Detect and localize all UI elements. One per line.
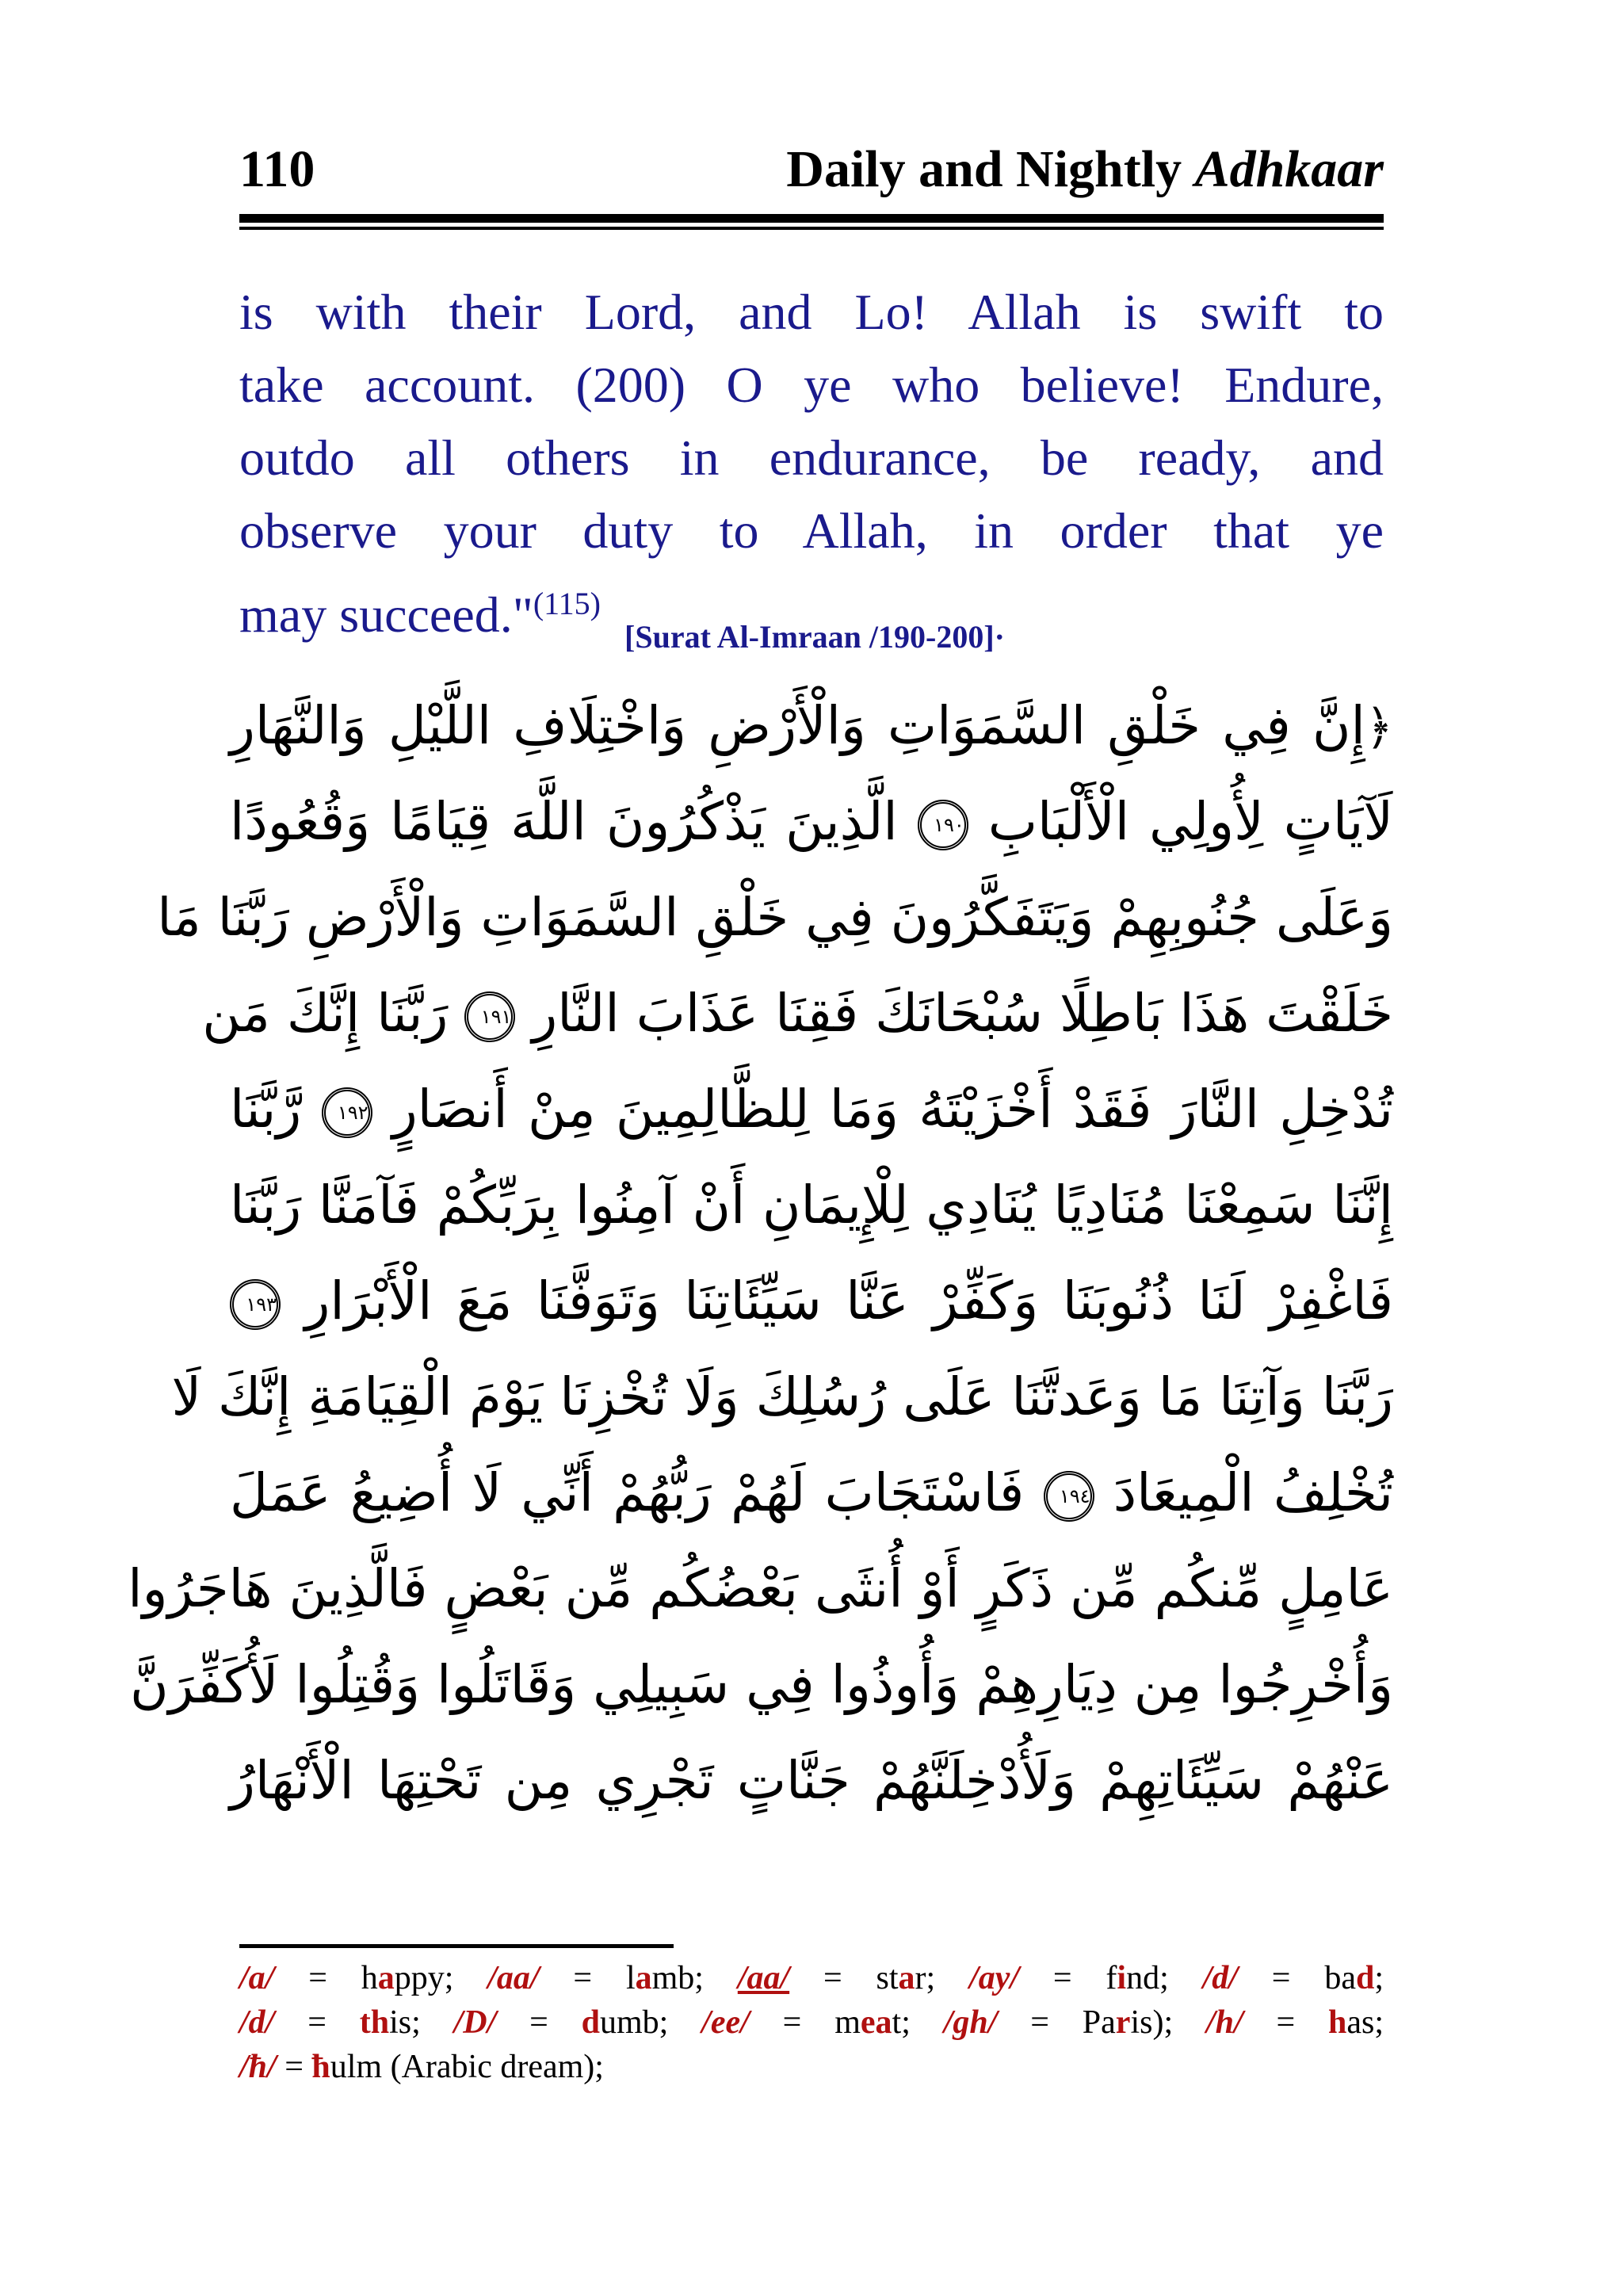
translation-line: take account. (200) O ye who believe! Endure, (239, 357, 1384, 413)
key-entry (1203, 1960, 1384, 1996)
key-word-end: r; (915, 1960, 936, 1996)
page-header (239, 140, 1384, 208)
key-symbol: /d/ (1202, 1960, 1238, 1996)
arabic-line: وَعَلَى جُنُوبِهِمْ وَيَتَفَكَّرُونَ فِي خَلْقِ السَّمَوَاتِ وَالْأَرْضِ رَبَّنَا مَا (157, 887, 1393, 948)
header-rule-thin (239, 227, 1384, 230)
key-word-start: h (361, 1960, 378, 1996)
arabic-line (230, 1061, 1393, 1157)
transliteration-key (239, 1956, 1384, 2089)
arabic-line-text: إِنَّ فِي خَلْقِ السَّمَوَاتِ وَالْأَرْضِ وَاخْتِلَافِ اللَّيْلِ وَالنَّهَارِ (230, 695, 1365, 756)
key-symbol: /ħ/ (239, 2049, 277, 2085)
arabic-line: عَنْهُمْ سَيِّئَاتِهِمْ وَلَأُدْخِلَنَّهُمْ جَنَّاتٍ تَجْرِي مِن تَحْتِهَا الْأَنْهَارُ (230, 1750, 1393, 1811)
key-symbol: /D/ (453, 2004, 497, 2041)
key-entry (969, 1960, 1169, 1996)
arabic-line-text: خَلَقْتَ هَذَا بَاطِلًا سُبْحَانَكَ فَقِنَا عَذَابَ النَّارِ (532, 983, 1393, 1044)
arabic-line-text: فَاسْتَجَابَ لَهُمْ رَبُّهُمْ أَنِّي لَا أُضِيعُ عَمَلَ (230, 1462, 1025, 1523)
key-word-end: t; (892, 2004, 911, 2041)
key-highlight: h (1328, 2004, 1347, 2041)
key-entry (701, 2004, 911, 2041)
arabic-line (230, 774, 1393, 869)
key-highlight: i (1117, 1960, 1127, 1996)
key-word-start: ba (1324, 1960, 1356, 1996)
arabic-line-text: رَبَّنَا إِنَّكَ مَن (202, 983, 449, 1044)
key-word-end: is; (389, 2004, 421, 2041)
equals-sign: = (307, 2004, 327, 2041)
arabic-quran-text (128, 678, 1394, 1828)
equals-sign: = (782, 2004, 802, 2041)
surah-citation (624, 619, 1005, 655)
translation-last-line (239, 567, 1384, 655)
key-word-end: ppy; (394, 1960, 454, 1996)
ayah-number-marker: ١٩٢ (322, 1087, 372, 1138)
key-entry (487, 1960, 704, 1996)
equals-sign: = (573, 1960, 593, 1996)
header-rule-thick (239, 214, 1384, 223)
key-highlight: a (635, 1960, 652, 1996)
arabic-line-text: تُدْخِلِ النَّارَ فَقَدْ أَخْزَيْتَهُ وَمَا لِلظَّالِمِينَ مِنْ أَنصَارٍ (391, 1079, 1394, 1140)
key-symbol: /d/ (239, 2004, 275, 2041)
key-word-end: mb; (651, 1960, 704, 1996)
key-word-end: is); (1130, 2004, 1174, 2041)
key-entry (239, 1960, 453, 1996)
key-word-start: m (834, 2004, 861, 2041)
arabic-line: إِنَّنَا سَمِعْنَا مُنَادِيًا يُنَادِي لِلْإِيمَانِ أَنْ آمِنُوا بِرَبِّكُمْ فَآمَنَّا رَبَّنَا (230, 1175, 1393, 1236)
footnote-rule (239, 1944, 674, 1948)
footnote-line (239, 2045, 1384, 2089)
key-word-start: Pa (1082, 2004, 1116, 2041)
running-title-plain: Daily and Nightly (786, 140, 1195, 198)
running-title-italic: Adhkaar (1194, 140, 1384, 198)
equals-sign: = (1271, 1960, 1291, 1996)
arabic-line (202, 965, 1393, 1061)
key-word-end: as; (1346, 2004, 1384, 2041)
key-highlight: th (359, 2004, 390, 2041)
citation-end-dot: · (994, 619, 1005, 655)
arabic-line-text: تُخْلِفُ الْمِيعَادَ (1113, 1462, 1393, 1523)
ayah-number-marker: ١٩٤ (1044, 1471, 1094, 1522)
translation-line: observe your duty to Allah, in order that ye (239, 502, 1384, 559)
key-symbol: /gh/ (943, 2004, 998, 2041)
key-entry (239, 2004, 421, 2041)
key-symbol: /a/ (239, 1960, 275, 1996)
running-title (786, 139, 1384, 200)
key-entry (454, 2004, 669, 2041)
key-word-start: f (1106, 1960, 1117, 1996)
arabic-line-text: لَآيَاتٍ لِأُولِي الْأَلْبَابِ (987, 791, 1394, 852)
key-word-start: st (876, 1960, 899, 1996)
equals-sign: = (1030, 2004, 1049, 2041)
key-symbol: /aa/ (737, 1960, 790, 1996)
key-highlight: a (898, 1960, 915, 1996)
key-highlight: ħ (311, 2049, 330, 2085)
key-highlight: r (1115, 2004, 1131, 2041)
arabic-line-text: رَّبَّنَا (230, 1079, 302, 1140)
opening-ornament: ﴿ (1365, 700, 1393, 755)
key-symbol: /aa/ (487, 1960, 540, 1996)
key-entry (1206, 2004, 1384, 2041)
ayah-number-marker: ١٩١ (464, 991, 515, 1042)
arabic-line: وَأُخْرِجُوا مِن دِيَارِهِمْ وَأُوذُوا فِي سَبِيلِي وَقَاتَلُوا وَقُتِلُوا لَأُكَفِّرَنَّ (130, 1654, 1393, 1715)
arabic-line (230, 1445, 1393, 1541)
key-highlight: d (581, 2004, 601, 2041)
key-word-end: umb; (600, 2004, 669, 2041)
key-word-end: nd; (1126, 1960, 1169, 1996)
arabic-line (230, 1253, 1393, 1349)
key-highlight: ea (860, 2004, 892, 2041)
ayah-number-marker: ١٩٣ (230, 1279, 281, 1330)
translation-line: is with their Lord, and Lo! Allah is swift to (239, 284, 1384, 340)
arabic-line-text: فَاغْفِرْ لَنَا ذُنُوبَنَا وَكَفِّرْ عَنَّا سَيِّئَاتِنَا وَتَوَفَّنَا مَعَ الْأَبْرَارِ (304, 1270, 1394, 1331)
translation-line-end: may succeed." (239, 586, 533, 643)
footnote-reference: (115) (533, 586, 601, 621)
arabic-line: رَبَّنَا وَآتِنَا مَا وَعَدتَّنَا عَلَى رُسُلِكَ وَلَا تُخْزِنَا يَوْمَ الْقِيَامَةِ إِنَّكَ لَا (171, 1366, 1393, 1427)
key-entry (239, 2049, 604, 2085)
equals-sign: = (529, 2004, 548, 2041)
key-symbol: /ee/ (701, 2004, 750, 2041)
equals-sign: = (308, 1960, 327, 1996)
key-word-end: ulm (Arabic dream); (330, 2049, 604, 2085)
arabic-line-text: الَّذِينَ يَذْكُرُونَ اللَّهَ قِيَامًا وَقُعُودًا (230, 791, 898, 852)
equals-sign: = (823, 1960, 842, 1996)
translation-paragraph (239, 276, 1384, 655)
ayah-number-marker: ١٩٠ (918, 800, 968, 850)
key-word-start: l (625, 1960, 636, 1996)
arabic-line (230, 678, 1393, 774)
surah-citation-text: [Surat Al-Imraan /190-200] (624, 619, 995, 655)
page-number: 110 (239, 140, 315, 198)
equals-sign: = (285, 2049, 304, 2085)
key-highlight: d (1355, 1960, 1375, 1996)
key-word-end: ; (1374, 1960, 1384, 1996)
key-symbol: /h/ (1205, 2004, 1243, 2041)
translation-line: outdo all others in endurance, be ready, and (239, 430, 1384, 486)
footnote-line (239, 2000, 1384, 2045)
equals-sign: = (1052, 1960, 1072, 1996)
key-entry (944, 2004, 1173, 2041)
equals-sign: = (1276, 2004, 1296, 2041)
key-entry (738, 1960, 935, 1996)
key-highlight: a (377, 1960, 395, 1996)
key-symbol: /ay/ (969, 1960, 1020, 1996)
footnote-line (239, 1956, 1384, 2000)
arabic-line: عَامِلٍ مِّنكُم مِّن ذَكَرٍ أَوْ أُنثَى بَعْضُكُم مِّن بَعْضٍ فَالَّذِينَ هَاجَرُوا (128, 1558, 1393, 1619)
